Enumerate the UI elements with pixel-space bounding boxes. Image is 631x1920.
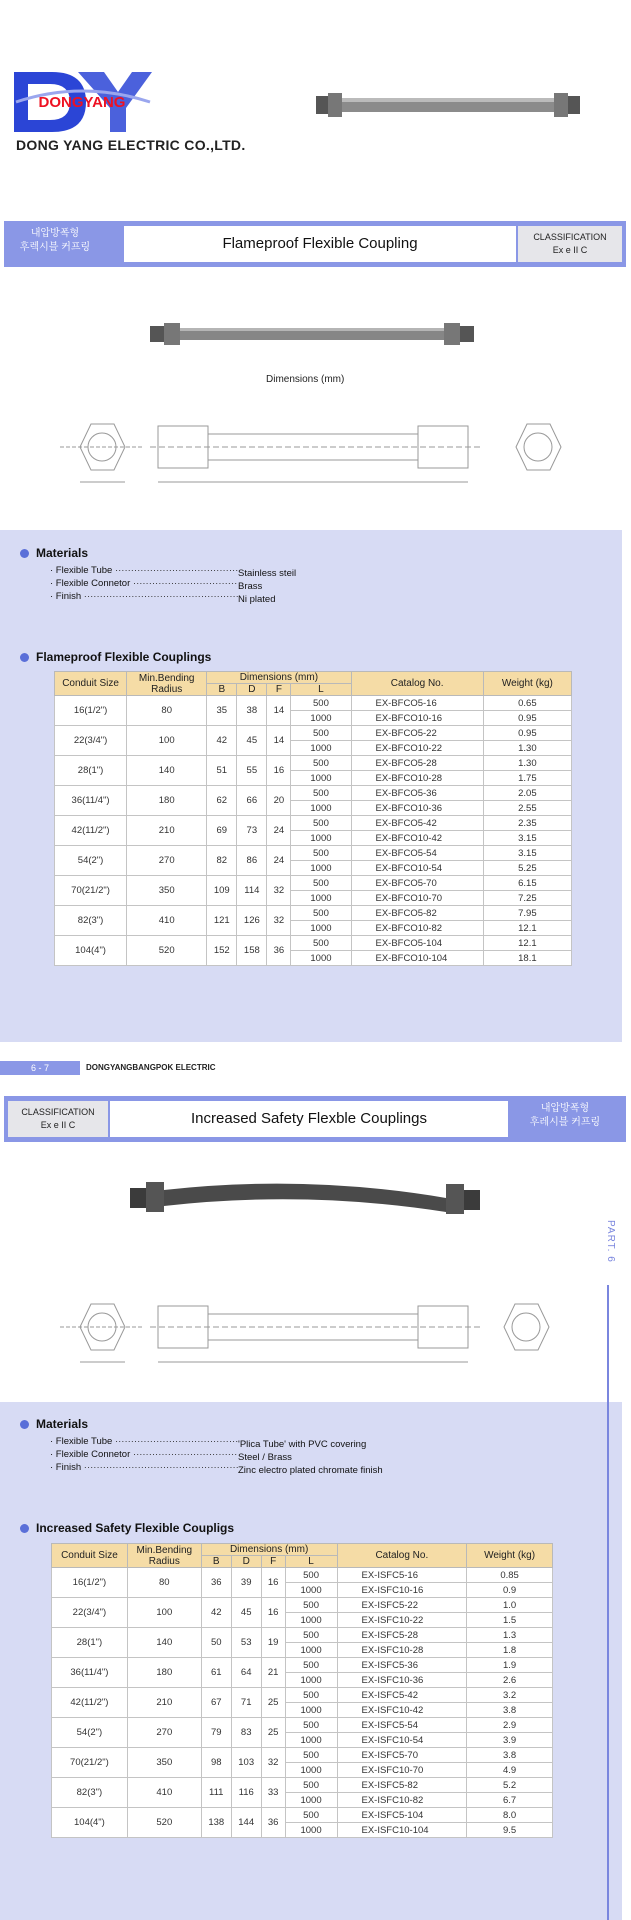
dim-l-cell: 1000 bbox=[285, 1733, 337, 1748]
hose-photo-flameproof bbox=[150, 318, 474, 350]
dim-l-cell: 1000 bbox=[291, 861, 351, 876]
dim-l-cell: 500 bbox=[291, 726, 351, 741]
dimensions-label: Dimensions (mm) bbox=[266, 374, 345, 385]
catalog-cell: EX-ISFC10-22 bbox=[337, 1613, 467, 1628]
dim-l-cell: 500 bbox=[291, 786, 351, 801]
weight-cell: 6.7 bbox=[467, 1793, 553, 1808]
weight-cell: 2.35 bbox=[483, 816, 571, 831]
dim-d-cell: 73 bbox=[237, 816, 267, 846]
weight-cell: 1.30 bbox=[483, 741, 571, 756]
weight-cell: 2.9 bbox=[467, 1718, 553, 1733]
dim-l-cell: 500 bbox=[285, 1688, 337, 1703]
dim-f-cell: 24 bbox=[267, 816, 291, 846]
conduit-size-cell: 70(21/2") bbox=[52, 1748, 128, 1778]
material-row: · Flexible Tube ····· Stainless steil bbox=[50, 565, 296, 579]
bullet-icon bbox=[20, 653, 29, 662]
weight-cell: 1.5 bbox=[467, 1613, 553, 1628]
dim-d-cell: 114 bbox=[237, 876, 267, 906]
dim-l-cell: 1000 bbox=[291, 831, 351, 846]
weight-cell: 12.1 bbox=[483, 921, 571, 936]
dim-b-cell: 121 bbox=[207, 906, 237, 936]
catalog-cell: EX-BFCO5-54 bbox=[351, 846, 483, 861]
weight-cell: 3.8 bbox=[467, 1748, 553, 1763]
conduit-size-cell: 42(11/2") bbox=[55, 816, 127, 846]
dim-f-cell: 33 bbox=[261, 1778, 285, 1808]
conduit-size-cell: 54(2") bbox=[55, 846, 127, 876]
dim-l-cell: 500 bbox=[291, 816, 351, 831]
header-b: B bbox=[207, 684, 237, 696]
conduit-size-cell: 104(4") bbox=[55, 936, 127, 966]
dim-l-cell: 500 bbox=[285, 1598, 337, 1613]
weight-cell: 18.1 bbox=[483, 951, 571, 966]
header-d: D bbox=[237, 684, 267, 696]
catalog-cell: EX-ISFC5-36 bbox=[337, 1658, 467, 1673]
dim-l-cell: 500 bbox=[285, 1808, 337, 1823]
radius-cell: 270 bbox=[127, 1718, 201, 1748]
catalog-cell: EX-ISFC5-22 bbox=[337, 1598, 467, 1613]
radius-cell: 80 bbox=[127, 1568, 201, 1598]
catalog-cell: EX-ISFC10-82 bbox=[337, 1793, 467, 1808]
header-d: D bbox=[231, 1556, 261, 1568]
section1-korean-title: 내압방폭형 후렉시블 커프링 bbox=[19, 228, 91, 253]
dim-b-cell: 51 bbox=[207, 756, 237, 786]
header-conduit-size: Conduit Size bbox=[55, 672, 127, 696]
catalog-cell: EX-BFCO10-70 bbox=[351, 891, 483, 906]
dim-l-cell: 1000 bbox=[285, 1643, 337, 1658]
header-b: B bbox=[201, 1556, 231, 1568]
dim-b-cell: 35 bbox=[207, 696, 237, 726]
conduit-size-cell: 54(2") bbox=[52, 1718, 128, 1748]
dim-d-cell: 66 bbox=[237, 786, 267, 816]
header-weight: Weight (kg) bbox=[483, 672, 571, 696]
dim-l-cell: 500 bbox=[285, 1628, 337, 1643]
material-row: · Flexible Connetor ····· Brass bbox=[50, 578, 262, 592]
flameproof-table-body bbox=[55, 696, 572, 966]
table-row bbox=[55, 756, 572, 771]
increased-safety-spec-table bbox=[51, 1543, 553, 1838]
section1-title: Flameproof Flexible Coupling bbox=[222, 235, 418, 252]
dim-l-cell: 500 bbox=[291, 696, 351, 711]
hose-photo-increased-safety bbox=[130, 1170, 480, 1226]
weight-cell: 0.85 bbox=[467, 1568, 553, 1583]
dim-f-cell: 25 bbox=[261, 1688, 285, 1718]
catalog-cell: EX-ISFC5-54 bbox=[337, 1718, 467, 1733]
catalog-cell: EX-ISFC5-82 bbox=[337, 1778, 467, 1793]
material-row: · Flexible Connetor ····· Steel / Brass bbox=[50, 1449, 292, 1463]
conduit-size-cell: 42(11/2") bbox=[52, 1688, 128, 1718]
dimension-drawing-increased-safety bbox=[60, 1284, 570, 1370]
dim-f-cell: 16 bbox=[261, 1568, 285, 1598]
classification-label: CLASSIFICATION bbox=[21, 1107, 95, 1117]
conduit-size-cell: 82(3") bbox=[52, 1778, 128, 1808]
dim-f-cell: 16 bbox=[267, 756, 291, 786]
company-logo bbox=[12, 70, 152, 134]
table-row bbox=[55, 936, 572, 951]
table-row bbox=[55, 726, 572, 741]
section2-title: Increased Safety Flexble Couplings bbox=[191, 1110, 427, 1127]
dim-d-cell: 126 bbox=[237, 906, 267, 936]
catalog-cell: EX-ISFC10-28 bbox=[337, 1643, 467, 1658]
table-row bbox=[52, 1718, 553, 1733]
weight-cell: 0.95 bbox=[483, 726, 571, 741]
dim-l-cell: 1000 bbox=[285, 1583, 337, 1598]
catalog-cell: EX-BFCO10-42 bbox=[351, 831, 483, 846]
table-row bbox=[52, 1808, 553, 1823]
dim-l-cell: 500 bbox=[285, 1568, 337, 1583]
dim-b-cell: 152 bbox=[207, 936, 237, 966]
dim-f-cell: 32 bbox=[267, 876, 291, 906]
dim-f-cell: 36 bbox=[267, 936, 291, 966]
dim-b-cell: 111 bbox=[201, 1778, 231, 1808]
dim-d-cell: 38 bbox=[237, 696, 267, 726]
weight-cell: 3.8 bbox=[467, 1703, 553, 1718]
catalog-cell: EX-ISFC5-70 bbox=[337, 1748, 467, 1763]
dimension-drawing-flameproof bbox=[60, 404, 570, 490]
header-min-radius: Min.Bending Radius bbox=[127, 1544, 201, 1568]
catalog-cell: EX-ISFC10-70 bbox=[337, 1763, 467, 1778]
section2-table-heading: Increased Safety Flexible Coupligs bbox=[20, 1521, 234, 1535]
material-row: · Finish ····· Zinc electro plated chromate finish bbox=[50, 1462, 383, 1476]
dim-l-cell: 1000 bbox=[291, 771, 351, 786]
catalog-cell: EX-ISFC10-16 bbox=[337, 1583, 467, 1598]
radius-cell: 100 bbox=[127, 1598, 201, 1628]
weight-cell: 6.15 bbox=[483, 876, 571, 891]
dim-d-cell: 158 bbox=[237, 936, 267, 966]
dim-l-cell: 500 bbox=[285, 1658, 337, 1673]
header-catalog: Catalog No. bbox=[337, 1544, 467, 1568]
dim-d-cell: 116 bbox=[231, 1778, 261, 1808]
table-row bbox=[52, 1568, 553, 1583]
conduit-size-cell: 104(4") bbox=[52, 1808, 128, 1838]
conduit-size-cell: 16(1/2") bbox=[52, 1568, 128, 1598]
catalog-cell: EX-BFCO10-104 bbox=[351, 951, 483, 966]
section1-materials-heading: Materials bbox=[20, 546, 88, 560]
catalog-cell: EX-BFCO5-16 bbox=[351, 696, 483, 711]
dim-b-cell: 69 bbox=[207, 816, 237, 846]
dim-l-cell: 1000 bbox=[291, 741, 351, 756]
catalog-cell: EX-ISFC10-54 bbox=[337, 1733, 467, 1748]
dim-b-cell: 82 bbox=[207, 846, 237, 876]
dim-l-cell: 500 bbox=[291, 906, 351, 921]
dim-f-cell: 21 bbox=[261, 1658, 285, 1688]
weight-cell: 3.15 bbox=[483, 831, 571, 846]
catalog-cell: EX-ISFC5-104 bbox=[337, 1808, 467, 1823]
dim-b-cell: 36 bbox=[201, 1568, 231, 1598]
radius-cell: 210 bbox=[127, 816, 207, 846]
table-row bbox=[55, 906, 572, 921]
radius-cell: 180 bbox=[127, 1658, 201, 1688]
dim-f-cell: 20 bbox=[267, 786, 291, 816]
radius-cell: 520 bbox=[127, 936, 207, 966]
flameproof-spec-table bbox=[54, 671, 572, 966]
catalog-cell: EX-BFCO5-42 bbox=[351, 816, 483, 831]
dim-f-cell: 25 bbox=[261, 1718, 285, 1748]
table-row bbox=[55, 696, 572, 711]
radius-cell: 350 bbox=[127, 1748, 201, 1778]
weight-cell: 0.95 bbox=[483, 711, 571, 726]
dim-b-cell: 109 bbox=[207, 876, 237, 906]
dim-f-cell: 19 bbox=[261, 1628, 285, 1658]
dim-l-cell: 1000 bbox=[285, 1793, 337, 1808]
side-divider bbox=[607, 1285, 609, 1920]
page-footer bbox=[0, 1061, 631, 1075]
radius-cell: 410 bbox=[127, 906, 207, 936]
dim-b-cell: 50 bbox=[201, 1628, 231, 1658]
dim-b-cell: 42 bbox=[207, 726, 237, 756]
dim-f-cell: 16 bbox=[261, 1598, 285, 1628]
catalog-cell: EX-BFCO5-82 bbox=[351, 906, 483, 921]
dim-l-cell: 1000 bbox=[285, 1613, 337, 1628]
conduit-size-cell: 28(1") bbox=[55, 756, 127, 786]
conduit-size-cell: 22(3/4") bbox=[55, 726, 127, 756]
catalog-cell: EX-BFCO10-16 bbox=[351, 711, 483, 726]
weight-cell: 1.30 bbox=[483, 756, 571, 771]
dim-l-cell: 500 bbox=[285, 1718, 337, 1733]
weight-cell: 1.75 bbox=[483, 771, 571, 786]
weight-cell: 2.05 bbox=[483, 786, 571, 801]
table-row bbox=[52, 1658, 553, 1673]
weight-cell: 1.9 bbox=[467, 1658, 553, 1673]
header-min-radius: Min.Bending Radius bbox=[127, 672, 207, 696]
header-l: L bbox=[291, 684, 351, 696]
weight-cell: 0.65 bbox=[483, 696, 571, 711]
catalog-cell: EX-BFCO5-70 bbox=[351, 876, 483, 891]
dim-f-cell: 36 bbox=[261, 1808, 285, 1838]
dim-b-cell: 138 bbox=[201, 1808, 231, 1838]
dim-l-cell: 500 bbox=[285, 1748, 337, 1763]
weight-cell: 2.55 bbox=[483, 801, 571, 816]
conduit-size-cell: 22(3/4") bbox=[52, 1598, 128, 1628]
dim-l-cell: 500 bbox=[291, 936, 351, 951]
table-row bbox=[55, 846, 572, 861]
dim-d-cell: 86 bbox=[237, 846, 267, 876]
dim-l-cell: 1000 bbox=[285, 1823, 337, 1838]
catalog-cell: EX-ISFC5-42 bbox=[337, 1688, 467, 1703]
table-row bbox=[55, 816, 572, 831]
weight-cell: 7.25 bbox=[483, 891, 571, 906]
radius-cell: 180 bbox=[127, 786, 207, 816]
dim-l-cell: 1000 bbox=[291, 711, 351, 726]
dim-l-cell: 1000 bbox=[291, 921, 351, 936]
header-f: F bbox=[267, 684, 291, 696]
radius-cell: 270 bbox=[127, 846, 207, 876]
bullet-icon bbox=[20, 1420, 29, 1429]
dim-d-cell: 45 bbox=[237, 726, 267, 756]
weight-cell: 3.15 bbox=[483, 846, 571, 861]
bullet-icon bbox=[20, 549, 29, 558]
dim-d-cell: 64 bbox=[231, 1658, 261, 1688]
classification-value: Ex e II C bbox=[552, 245, 588, 255]
catalog-cell: EX-BFCO5-28 bbox=[351, 756, 483, 771]
conduit-size-cell: 16(1/2") bbox=[55, 696, 127, 726]
dim-d-cell: 39 bbox=[231, 1568, 261, 1598]
header-f: F bbox=[261, 1556, 285, 1568]
table-row bbox=[52, 1598, 553, 1613]
weight-cell: 1.3 bbox=[467, 1628, 553, 1643]
dim-l-cell: 1000 bbox=[285, 1673, 337, 1688]
radius-cell: 520 bbox=[127, 1808, 201, 1838]
header-catalog: Catalog No. bbox=[351, 672, 483, 696]
footer-brand: DONGYANGBANGPOK ELECTRIC bbox=[86, 1063, 216, 1072]
section1-banner bbox=[4, 221, 626, 267]
table-row bbox=[55, 876, 572, 891]
table-row bbox=[52, 1688, 553, 1703]
section1-classification bbox=[518, 226, 622, 262]
table-row bbox=[55, 786, 572, 801]
dim-b-cell: 67 bbox=[201, 1688, 231, 1718]
weight-cell: 4.9 bbox=[467, 1763, 553, 1778]
table-row bbox=[52, 1628, 553, 1643]
dim-f-cell: 14 bbox=[267, 696, 291, 726]
dim-d-cell: 71 bbox=[231, 1688, 261, 1718]
section2-classification bbox=[8, 1101, 108, 1137]
weight-cell: 2.6 bbox=[467, 1673, 553, 1688]
dim-l-cell: 500 bbox=[291, 876, 351, 891]
weight-cell: 9.5 bbox=[467, 1823, 553, 1838]
radius-cell: 80 bbox=[127, 696, 207, 726]
catalog-cell: EX-ISFC5-28 bbox=[337, 1628, 467, 1643]
dim-l-cell: 1000 bbox=[285, 1703, 337, 1718]
radius-cell: 100 bbox=[127, 726, 207, 756]
company-name: DONG YANG ELECTRIC CO.,LTD. bbox=[16, 137, 246, 153]
header-conduit-size: Conduit Size bbox=[52, 1544, 128, 1568]
weight-cell: 8.0 bbox=[467, 1808, 553, 1823]
bullet-icon bbox=[20, 1524, 29, 1533]
weight-cell: 5.25 bbox=[483, 861, 571, 876]
conduit-size-cell: 82(3") bbox=[55, 906, 127, 936]
dim-d-cell: 144 bbox=[231, 1808, 261, 1838]
conduit-size-cell: 36(11/4") bbox=[52, 1658, 128, 1688]
dim-d-cell: 45 bbox=[231, 1598, 261, 1628]
classification-value: Ex e II C bbox=[40, 1120, 76, 1130]
dim-f-cell: 24 bbox=[267, 846, 291, 876]
section2-materials-heading: Materials bbox=[20, 1417, 88, 1431]
catalog-cell: EX-BFCO10-54 bbox=[351, 861, 483, 876]
catalog-cell: EX-BFCO10-82 bbox=[351, 921, 483, 936]
dim-b-cell: 42 bbox=[201, 1598, 231, 1628]
catalog-cell: EX-BFCO5-22 bbox=[351, 726, 483, 741]
weight-cell: 7.95 bbox=[483, 906, 571, 921]
weight-cell: 3.9 bbox=[467, 1733, 553, 1748]
hose-photo-top bbox=[316, 86, 580, 124]
classification-label: CLASSIFICATION bbox=[533, 232, 607, 242]
catalog-cell: EX-ISFC10-36 bbox=[337, 1673, 467, 1688]
section2-banner bbox=[4, 1096, 626, 1142]
catalog-cell: EX-ISFC10-104 bbox=[337, 1823, 467, 1838]
header-dimensions: Dimensions (mm) bbox=[207, 672, 351, 684]
dim-b-cell: 62 bbox=[207, 786, 237, 816]
section1-table-heading: Flameproof Flexible Couplings bbox=[20, 650, 211, 664]
radius-cell: 210 bbox=[127, 1688, 201, 1718]
dim-f-cell: 32 bbox=[267, 906, 291, 936]
dim-b-cell: 79 bbox=[201, 1718, 231, 1748]
dim-l-cell: 1000 bbox=[291, 891, 351, 906]
catalog-cell: EX-ISFC5-16 bbox=[337, 1568, 467, 1583]
material-row: · Flexible Tube ····· 'Plica Tube' with PVC covering bbox=[50, 1436, 366, 1450]
conduit-size-cell: 36(11/4") bbox=[55, 786, 127, 816]
table-row bbox=[52, 1778, 553, 1793]
dim-l-cell: 1000 bbox=[291, 801, 351, 816]
logo-wordmark: DONGYANG bbox=[38, 94, 126, 111]
weight-cell: 12.1 bbox=[483, 936, 571, 951]
dim-l-cell: 1000 bbox=[291, 951, 351, 966]
page-number: 6 - 7 bbox=[0, 1061, 80, 1075]
weight-cell: 1.0 bbox=[467, 1598, 553, 1613]
radius-cell: 140 bbox=[127, 756, 207, 786]
material-row: · Finish ····· Ni plated bbox=[50, 591, 276, 605]
catalog-cell: EX-BFCO5-104 bbox=[351, 936, 483, 951]
catalog-cell: EX-BFCO10-28 bbox=[351, 771, 483, 786]
dim-f-cell: 32 bbox=[261, 1748, 285, 1778]
header-l: L bbox=[285, 1556, 337, 1568]
dim-l-cell: 500 bbox=[291, 846, 351, 861]
dim-d-cell: 83 bbox=[231, 1718, 261, 1748]
catalog-cell: EX-BFCO10-36 bbox=[351, 801, 483, 816]
weight-cell: 0.9 bbox=[467, 1583, 553, 1598]
catalog-cell: EX-ISFC10-42 bbox=[337, 1703, 467, 1718]
dim-l-cell: 500 bbox=[285, 1778, 337, 1793]
dim-d-cell: 53 bbox=[231, 1628, 261, 1658]
radius-cell: 350 bbox=[127, 876, 207, 906]
catalog-cell: EX-BFCO5-36 bbox=[351, 786, 483, 801]
weight-cell: 3.2 bbox=[467, 1688, 553, 1703]
weight-cell: 5.2 bbox=[467, 1778, 553, 1793]
increased-safety-table-body bbox=[52, 1568, 553, 1838]
dim-b-cell: 98 bbox=[201, 1748, 231, 1778]
catalog-cell: EX-BFCO10-22 bbox=[351, 741, 483, 756]
dim-l-cell: 500 bbox=[291, 756, 351, 771]
conduit-size-cell: 70(21/2") bbox=[55, 876, 127, 906]
dim-b-cell: 61 bbox=[201, 1658, 231, 1688]
dim-d-cell: 55 bbox=[237, 756, 267, 786]
radius-cell: 410 bbox=[127, 1778, 201, 1808]
dim-f-cell: 14 bbox=[267, 726, 291, 756]
dim-l-cell: 1000 bbox=[285, 1763, 337, 1778]
conduit-size-cell: 28(1") bbox=[52, 1628, 128, 1658]
dim-d-cell: 103 bbox=[231, 1748, 261, 1778]
table-row bbox=[52, 1748, 553, 1763]
part-side-tab: PART. 6 bbox=[605, 1220, 616, 1263]
radius-cell: 140 bbox=[127, 1628, 201, 1658]
header-dimensions: Dimensions (mm) bbox=[201, 1544, 337, 1556]
weight-cell: 1.8 bbox=[467, 1643, 553, 1658]
header-weight: Weight (kg) bbox=[467, 1544, 553, 1568]
section2-korean-title: 내압방폭형 후레시블 커프링 bbox=[529, 1103, 601, 1128]
